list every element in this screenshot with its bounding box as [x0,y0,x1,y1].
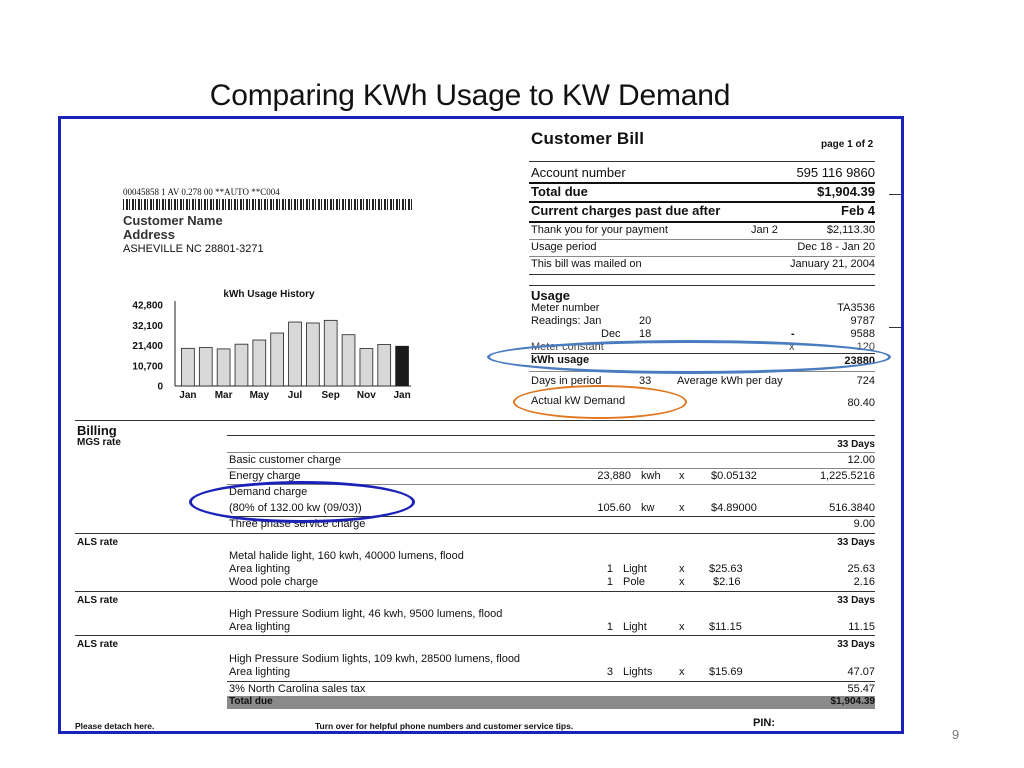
als-3-description: High Pressure Sodium lights, 109 kwh, 28500 lumens, flood [229,653,521,665]
bar-jan [396,346,409,386]
x-tick-label: Jan [393,390,411,401]
als-rate-2-days: 33 Days [837,595,875,606]
als-1-area-rate: $25.63 [709,563,743,575]
bar-mar [217,349,230,386]
postal-barcode [123,199,413,210]
account-number-label: Account number [531,165,626,180]
payment-value: $2,113.30 [826,224,875,236]
meter-constant-op: x [789,341,795,353]
meter-constant-value: 120 [856,341,875,353]
als-3-area-times: x [679,666,685,678]
x-tick-label: May [249,390,270,401]
als-3-area-unit: Lights [623,666,653,678]
als-2-description: High Pressure Sodium light, 46 kwh, 9500 lumens, flood [229,608,503,620]
demand-charge-highlight-ellipse [189,481,415,523]
three-phase-amount: 9.00 [853,518,875,530]
divider [75,533,875,534]
bar-feb [199,348,212,386]
als-1-area-amount: 25.63 [847,563,875,575]
energy-amount: 1,225.5216 [819,470,875,482]
demand-charge-note: (80% of 132.00 kw (09/03)) [229,502,362,514]
y-tick-label: 42,800 [132,300,163,312]
demand-amount: 516.3840 [829,502,875,514]
side-mark [889,327,904,328]
basic-charge-amount: 12.00 [847,454,875,466]
als-2-area-qty: 1 [606,621,613,633]
pin-label: PIN: [753,717,775,729]
als-3-area-rate: $15.69 [709,666,743,678]
past-due-value: Feb 4 [841,203,875,218]
account-number-value: 595 116 9860 [796,165,875,180]
sales-tax-label: 3% North Carolina sales tax [229,683,366,695]
bar-aug [306,323,319,386]
x-tick-label: Mar [214,390,233,401]
kwh-usage-value: 23880 [844,355,875,367]
divider [529,256,875,257]
bar-may [253,340,266,386]
slide-page-number: 9 [952,727,960,742]
als-2-area-unit: Light [623,621,647,633]
divider [75,420,875,421]
readings-minus: - [791,328,795,340]
bill-page-label: page 1 of 2 [821,139,874,150]
als-1-area-times: x [679,563,685,575]
usage-heading: Usage [531,288,571,303]
als-rate-3-days: 33 Days [837,639,875,650]
als-1-pole-rate: $2.16 [713,576,741,588]
usage-period-value: Dec 18 - Jan 20 [797,241,875,253]
bar-apr [235,344,248,386]
x-tick-label: Jan [179,390,197,401]
meter-number-label: Meter number [531,302,600,314]
als-rate-1-days: 33 Days [837,537,875,548]
divider [75,591,875,592]
kwh-usage-highlight-ellipse [487,340,891,374]
energy-rate: $0.05132 [711,470,757,482]
readings-jan-day: 20 [639,315,652,327]
readings-dec-day: 18 [639,328,652,340]
bill-title: Customer Bill [531,129,645,148]
detach-note: Please detach here. [75,721,155,731]
x-tick-label: Sep [321,390,340,401]
bar-jun [271,333,284,386]
basic-charge-label: Basic customer charge [229,454,341,466]
payment-label: Thank you for your payment [531,224,668,236]
bar-dec [378,345,391,386]
energy-unit: kwh [641,470,661,482]
demand-unit: kw [641,502,655,514]
energy-charge-label: Energy charge [229,470,301,482]
readings-dec: Dec [601,328,621,340]
mgs-rate-label: MGS rate [77,437,121,448]
x-tick-label: Nov [356,390,376,401]
demand-charge-label: Demand charge [229,486,308,498]
bar-oct [342,335,355,386]
als-2-area-label: Area lighting [229,621,291,633]
chart-svg [61,283,421,408]
divider [227,452,875,453]
total-due-label: Total due [531,184,588,199]
divider [529,221,875,223]
readings-jan-value: 9787 [850,315,875,327]
y-tick-label: 0 [157,381,163,393]
als-2-area-amount: 11.15 [848,621,875,633]
als-1-pole-amount: 2.16 [853,576,875,588]
divider [529,161,875,162]
energy-qty: 23,880 [597,470,631,482]
chart-title: kWh Usage History [223,289,315,300]
mgs-days: 33 Days [837,439,875,450]
meter-number-value: TA3536 [837,302,875,314]
als-1-pole-qty: 1 [606,576,613,588]
readings-label: Readings: Jan [531,315,602,327]
als-2-area-rate: $11.15 [709,621,742,633]
als-1-pole-label: Wood pole charge [229,576,319,588]
als-1-area-unit: Light [623,563,647,575]
als-2-area-times: x [679,621,685,633]
als-rate-1-label: ALS rate [77,537,119,548]
als-rate-3-label: ALS rate [77,639,119,650]
customer-name: Customer Name [123,213,223,228]
days-in-period-label: Days in period [531,375,602,387]
divider [529,239,875,240]
als-1-pole-times: x [679,576,685,588]
y-tick-label: 32,100 [132,320,163,332]
bar-sep [324,320,337,386]
als-1-area-qty: 1 [606,563,613,575]
readings-dec-value: 9588 [850,328,875,340]
actual-kw-demand-value: 80.40 [847,397,875,409]
als-rate-2-label: ALS rate [77,595,119,606]
divider [227,435,875,436]
als-1-area-label: Area lighting [229,563,291,575]
divider [529,285,875,286]
total-due-value: $1,904.39 [817,184,875,199]
demand-qty: 105.60 [597,502,631,514]
y-tick-label: 10,700 [132,361,163,373]
bar-nov [360,349,373,386]
avg-kwh-value: 724 [856,375,875,387]
customer-city: ASHEVILLE NC 28801-3271 [123,243,264,255]
divider [227,468,875,469]
als-1-pole-unit: Pole [623,576,646,588]
billing-heading: Billing [77,423,117,438]
mailed-value: January 21, 2004 [789,258,875,270]
kwh-usage-label: kWh usage [531,354,590,366]
slide-title: Comparing KWh Usage to KW Demand [209,79,731,112]
three-phase-label: Three phase service charge [229,518,366,530]
turn-over-note: Turn over for helpful phone numbers and customer service tips. [315,721,574,731]
demand-times: x [679,502,685,514]
customer-bill [61,119,901,731]
y-tick-label: 21,400 [132,341,163,352]
usage-period-label: Usage period [531,241,597,253]
days-in-period-value: 33 [639,375,652,387]
actual-kw-demand-label: Actual kW Demand [531,395,626,407]
past-due-label: Current charges past due after [531,203,721,218]
divider [529,274,875,275]
energy-times: x [679,470,685,482]
mailed-label: This bill was mailed on [531,258,642,270]
bill-frame [58,116,904,734]
bar-jul [289,322,302,386]
als-3-area-amount: 47.07 [847,666,875,678]
bar-jan [181,348,194,386]
x-tick-label: Jul [287,390,303,401]
payment-date: Jan 2 [751,224,778,236]
als-3-area-label: Area lighting [229,666,291,678]
demand-rate: $4.89000 [711,502,757,514]
kw-demand-highlight-ellipse [513,385,687,419]
customer-address: Address [123,227,176,242]
meter-constant-label: Meter constant [531,341,604,353]
mail-code-line: 00045858 1 AV 0.278 00 **AUTO **C004 [123,187,280,197]
als-1-description: Metal halide light, 160 kwh, 40000 lumens, flood [229,550,464,562]
total-due-row-amount: $1,904.39 [830,696,875,707]
divider [75,635,875,636]
side-mark [889,194,904,195]
kwh-usage-history-chart [61,283,421,408]
avg-kwh-label: Average kWh per day [677,375,783,387]
divider [227,681,875,682]
als-3-area-qty: 3 [606,666,613,678]
total-due-row-label: Total due [229,696,273,707]
sales-tax-amount: 55.47 [847,683,875,695]
